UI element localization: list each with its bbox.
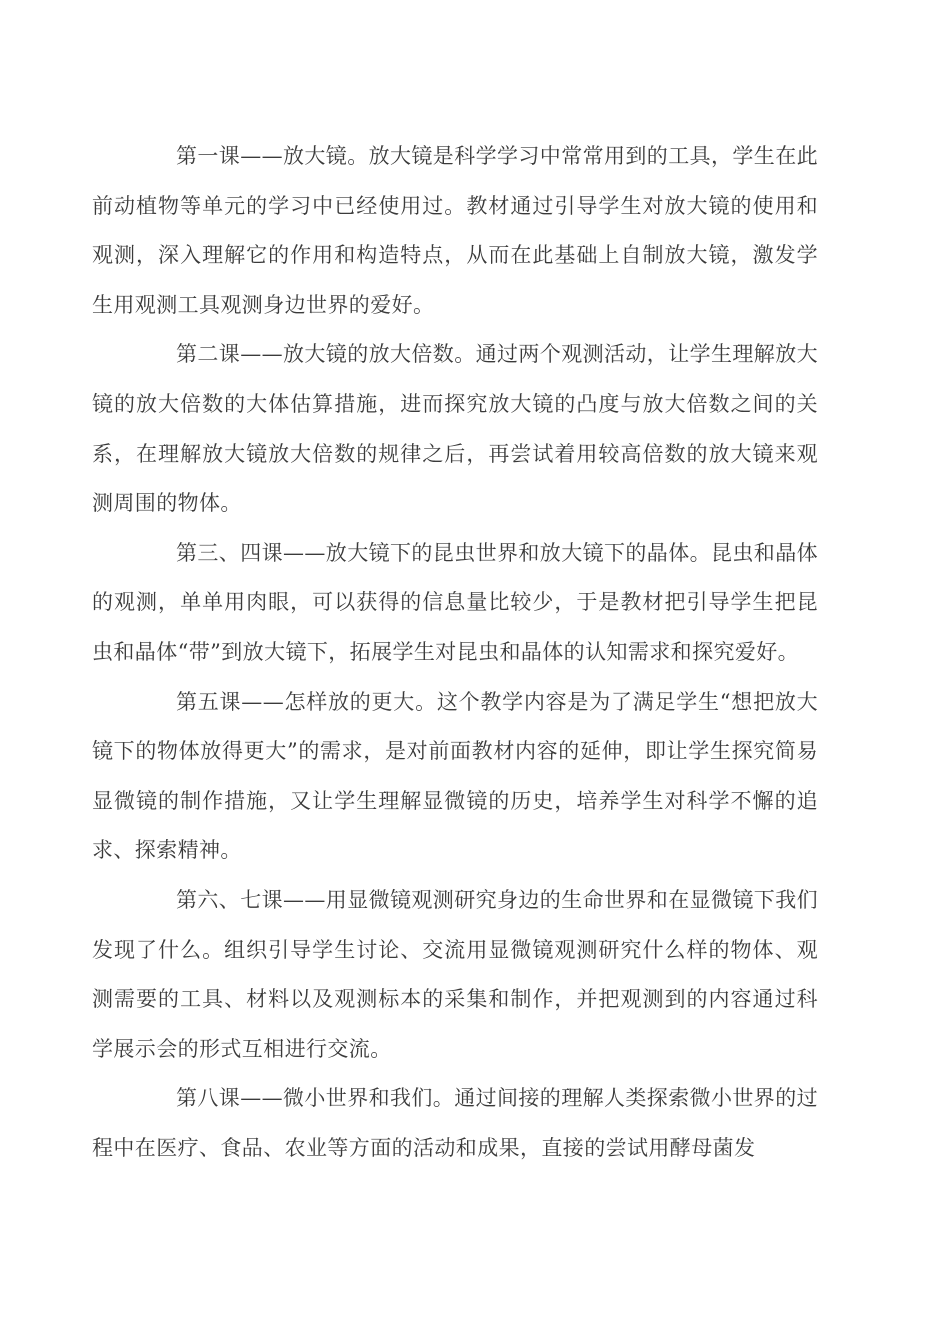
paragraph-lesson-6-7: 第六、七课——用显微镜观测研究身边的生命世界和在显微镜下我们发现了什么。组织引导学生讨论、交流用显微镜观测研究什么样的物体、观测需要的工具、材料以及观测标本的采集和制作，并把观测到的内容通过科学展示会的形式互相进行交流。 xyxy=(92,887,818,1061)
paragraph-lesson-2: 第二课——放大镜的放大倍数。通过两个观测活动，让学生理解放大镜的放大倍数的大体估算措施，进而探究放大镜的凸度与放大倍数之间的关系，在理解放大镜放大倍数的规律之后，再尝试着用较高倍数的放大镜来观测周围的物体。 xyxy=(92,342,818,516)
document-body xyxy=(92,132,818,1173)
paragraph-lesson-3-4: 第三、四课——放大镜下的昆虫世界和放大镜下的晶体。昆虫和晶体的观测，单单用肉眼，可以获得的信息量比较少，于是教材把引导学生把昆虫和晶体“带”到放大镜下，拓展学生对昆虫和晶体的认知需求和探究爱好。 xyxy=(92,540,818,664)
paragraph-lesson-8: 第八课——微小世界和我们。通过间接的理解人类探索微小世界的过程中在医疗、食品、农业等方面的活动和成果，直接的尝试用酵母菌发 xyxy=(92,1086,818,1160)
paragraph-lesson-5: 第五课——怎样放的更大。这个教学内容是为了满足学生“想把放大镜下的物体放得更大”的需求，是对前面教材内容的延伸，即让学生探究简易显微镜的制作措施，又让学生理解显微镜的历史，培养学生对科学不懈的追求、探索精神。 xyxy=(92,689,818,863)
paragraph-lesson-1: 第一课——放大镜。放大镜是科学学习中常常用到的工具，学生在此前动植物等单元的学习中已经使用过。教材通过引导学生对放大镜的使用和观测，深入理解它的作用和构造特点，从而在此基础上自制放大镜，激发学生用观测工具观测身边世界的爱好。 xyxy=(92,144,818,317)
